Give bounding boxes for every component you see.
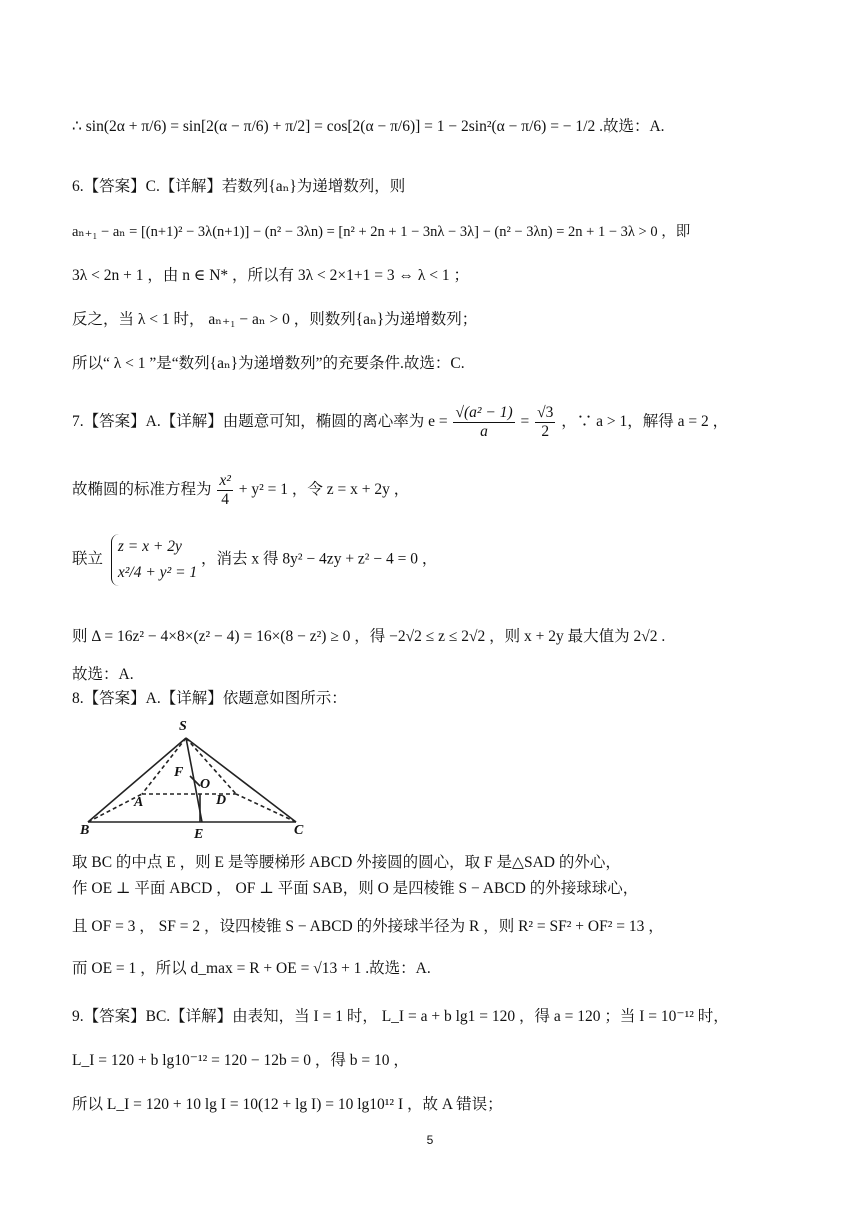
ellipse-fraction: $\frac{\text{x²}}{4}$ xyxy=(219,472,231,508)
line-19: 所以 L_I = 120 + 10 lg I = 10(12 + lg I) = 10 lg10¹² I ，故 A 错误； xyxy=(72,1096,503,1113)
label-o: O xyxy=(200,777,211,792)
label-d: D xyxy=(216,793,227,808)
line-15: 且 OF = 3 ， SF = 2 ，设四棱锥 S − ABCD 的外接球半径为 R ，则 R² = SF² + OF² = 13 ， xyxy=(72,918,664,935)
line-17: 9.【答案】BC.【详解】由表知，当 I = 1 时， L_I = a + b lg1 = 120 ，得 a = 120 ；当 I = 10⁻¹² 时， xyxy=(72,1008,729,1025)
pyramid-figure xyxy=(76,714,316,842)
line-11: 故选：A. xyxy=(72,666,134,683)
label-e: E xyxy=(194,827,204,842)
line-4: 3λ < 2n + 1 ，由 n ∈ N* ，所以有 3λ < 2×1+1 = 3 ⇔ λ < 1 ； xyxy=(72,267,470,284)
line-18: L_I = 120 + b lg10⁻¹² = 120 − 12b = 0 ，得 b = 10 ， xyxy=(72,1052,409,1069)
line-13: 取 BC 的中点 E ，则 E 是等腰梯形 ABCD 外接圆的圆心，取 F 是△SAD 的外心， xyxy=(72,854,621,871)
line-8: 故椭圆的标准方程为 $\frac{\text{x²}}{4}$ + y² = 1 ，令 z = x + 2y ， xyxy=(72,472,410,508)
label-s: S xyxy=(179,719,187,734)
label-f: F xyxy=(174,765,184,780)
sqrt3-over-2-fraction: $\frac{√3}{2}$ xyxy=(537,404,554,440)
line-5: 反之，当 λ < 1 时， aₙ₊₁ − aₙ > 0 ，则数列{aₙ}为递增数列； xyxy=(72,311,478,328)
label-a: A xyxy=(134,795,144,810)
eccentricity-fraction: $\frac{\text{√(a² − 1)}}{a}$ xyxy=(455,404,513,440)
line-16: 而 OE = 1 ，所以 d_max = R + OE = √13 + 1 .故选：A. xyxy=(72,960,431,977)
line-6: 所以“ λ < 1 ”是“数列{aₙ}为递增数列”的充要条件.故选：C. xyxy=(72,355,465,372)
line-9: 联立 z = x + 2y x²/4 + y² = 1 ，消去 x 得 8y² − 4zy + z² − 4 = 0 ， xyxy=(72,534,820,586)
line-12: 8.【答案】A.【详解】依题意如图所示： xyxy=(72,690,347,707)
line-2: 6.【答案】C.【详解】若数列{aₙ}为递增数列，则 xyxy=(72,178,406,195)
edge-sd xyxy=(186,738,236,794)
line-7: 7.【答案】A.【详解】由题意可知，椭圆的离心率为 e = $\frac{\text{√(a² − 1)}}{a}$ = $\frac{√3}{2}$ ，∵ a > 1，解得 a = 2 ， xyxy=(72,404,729,440)
line-3: aₙ₊₁ − aₙ = [(n+1)² − 3λ(n+1)] − (n² − 3λn) = [n² + 2n + 1 − 3nλ − 3λ] − (n² − 3λn) = 2n + 1 − 3λ > 0 ，即 xyxy=(72,224,691,240)
label-c: C xyxy=(294,823,304,838)
page-number: 5 xyxy=(426,1133,434,1147)
line-10: 则 Δ = 16z² − 4×8×(z² − 4) = 16×(8 − z²) ≥ 0 ，得 −2√2 ≤ z ≤ 2√2 ，则 x + 2y 最大值为 2√2 . xyxy=(72,628,666,645)
line-14: 作 OE ⊥ 平面 ABCD ， OF ⊥ 平面 SAB，则 O 是四棱锥 S − ABCD 的外接球球心， xyxy=(72,880,639,897)
line-1: ∴ sin(2α + π/6) = sin[2(α − π/6) + π/2] = cos[2(α − π/6)] = 1 − 2sin²(α − π/6) = − 1/2 .故选：A. xyxy=(72,118,665,135)
label-b: B xyxy=(80,823,90,838)
equation-system: z = x + 2y x²/4 + y² = 1 xyxy=(111,534,197,586)
